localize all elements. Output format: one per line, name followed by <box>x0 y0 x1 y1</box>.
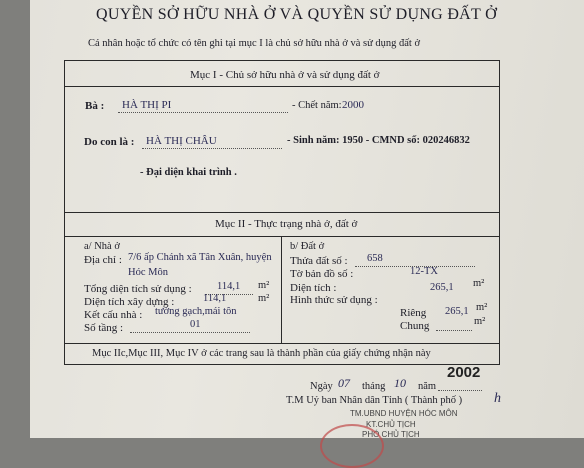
dia-chi-line2: Hóc Môn <box>128 267 168 278</box>
stamp-line-2: KT.CHỦ TỊCH <box>366 420 416 429</box>
red-seal <box>320 424 384 468</box>
dia-chi-label: Địa chỉ : <box>84 254 122 266</box>
ket-cau-value: tường gạch,mái tôn <box>155 306 237 317</box>
nha-o-label: a/ Nhà ở <box>84 241 120 252</box>
footer-note: Mục IIc,Mục III, Mục IV ở các trang sau là thành phần của giấy chứng nhận này <box>92 348 431 359</box>
to-bd-label: Tờ bản đồ số : <box>290 268 354 280</box>
divider <box>64 236 500 237</box>
section2-heading: Mục II - Thực trạng nhà ở, đất ở <box>215 218 358 230</box>
ket-cau-label: Kết cấu nhà : <box>84 309 143 321</box>
docon-label: Do con là : <box>84 136 135 148</box>
rieng-unit: m² <box>476 302 488 313</box>
so-tang-label: Số tầng : <box>84 322 124 334</box>
thua-value: 658 <box>367 253 383 264</box>
to-bd-value: 12-TX <box>410 266 438 277</box>
thua-label: Thửa đất số : <box>290 255 348 267</box>
dia-chi-line1: 7/6 ấp Chánh xã Tân Xuân, huyện <box>128 252 272 263</box>
divider <box>64 86 500 87</box>
tong-dt-value: 114,1 <box>217 281 241 292</box>
chet-label: - Chết năm: <box>292 100 342 111</box>
so-tang-value: 01 <box>190 319 201 330</box>
dotted-line <box>130 332 250 333</box>
document-title: QUYỀN SỞ HỮU NHÀ Ở VÀ QUYỀN SỬ DỤNG ĐẤT Ở <box>96 6 497 23</box>
dotted-line <box>436 330 472 331</box>
ba-value: HÀ THỊ PI <box>122 99 172 111</box>
divider <box>64 343 500 344</box>
dien-tich-unit: m² <box>473 278 485 289</box>
dt-xd-value: 114,1 <box>203 293 227 304</box>
dien-tich-label: Diện tích : <box>290 282 337 294</box>
rieng-label: Riêng <box>400 307 427 319</box>
dt-xd-unit: m² <box>258 293 270 304</box>
stamp-line-3: PHÓ CHỦ TỊCH <box>362 430 420 439</box>
hinh-thuc-label: Hình thức sử dụng : <box>290 294 378 306</box>
ngay-value: 07 <box>338 376 350 390</box>
dien-tich-value: 265,1 <box>430 282 454 293</box>
document-subtitle: Cá nhân hoặc tổ chức có tên ghi tại mục I là chủ sở hữu nhà ở và sử dụng đất ở <box>88 38 421 49</box>
authority-handwriting: h <box>494 391 501 406</box>
daidien-label: - Đại diện khai trình . <box>140 167 237 178</box>
year-stamp: 2002 <box>447 364 481 381</box>
thang-label: tháng <box>362 381 386 392</box>
chet-value: 2000 <box>342 99 364 111</box>
section1-heading: Mục I - Chủ sở hữu nhà ở và sử dụng đất ở <box>190 69 380 81</box>
column-divider <box>281 236 282 343</box>
stamp-line-1: TM.UBND HUYỆN HÓC MÔN <box>350 409 458 418</box>
sinh-label: - Sinh năm: 1950 - CMND số: 020246832 <box>287 135 470 146</box>
ngay-label: Ngày <box>310 381 333 392</box>
thang-value: 10 <box>394 376 406 390</box>
authority-label: T.M Uỷ ban Nhân dân Tỉnh ( Thành phố ) <box>286 395 463 406</box>
tong-dt-unit: m² <box>258 280 270 291</box>
dat-o-label: b/ Đất ở <box>290 241 325 252</box>
tong-dt-label: Tổng diện tích sử dụng : <box>84 283 192 295</box>
chung-unit: m² <box>474 316 486 327</box>
ba-label: Bà : <box>85 100 105 112</box>
nam-label: năm <box>418 381 437 392</box>
dotted-line <box>118 112 288 113</box>
rieng-value: 265,1 <box>445 306 469 317</box>
dt-xd-label: Diện tích xây dựng : <box>84 296 175 308</box>
dotted-line <box>142 148 282 149</box>
dotted-line <box>438 390 482 391</box>
divider <box>64 212 500 213</box>
docon-value: HÀ THỊ CHÂU <box>146 135 217 147</box>
chung-label: Chung <box>400 320 430 332</box>
